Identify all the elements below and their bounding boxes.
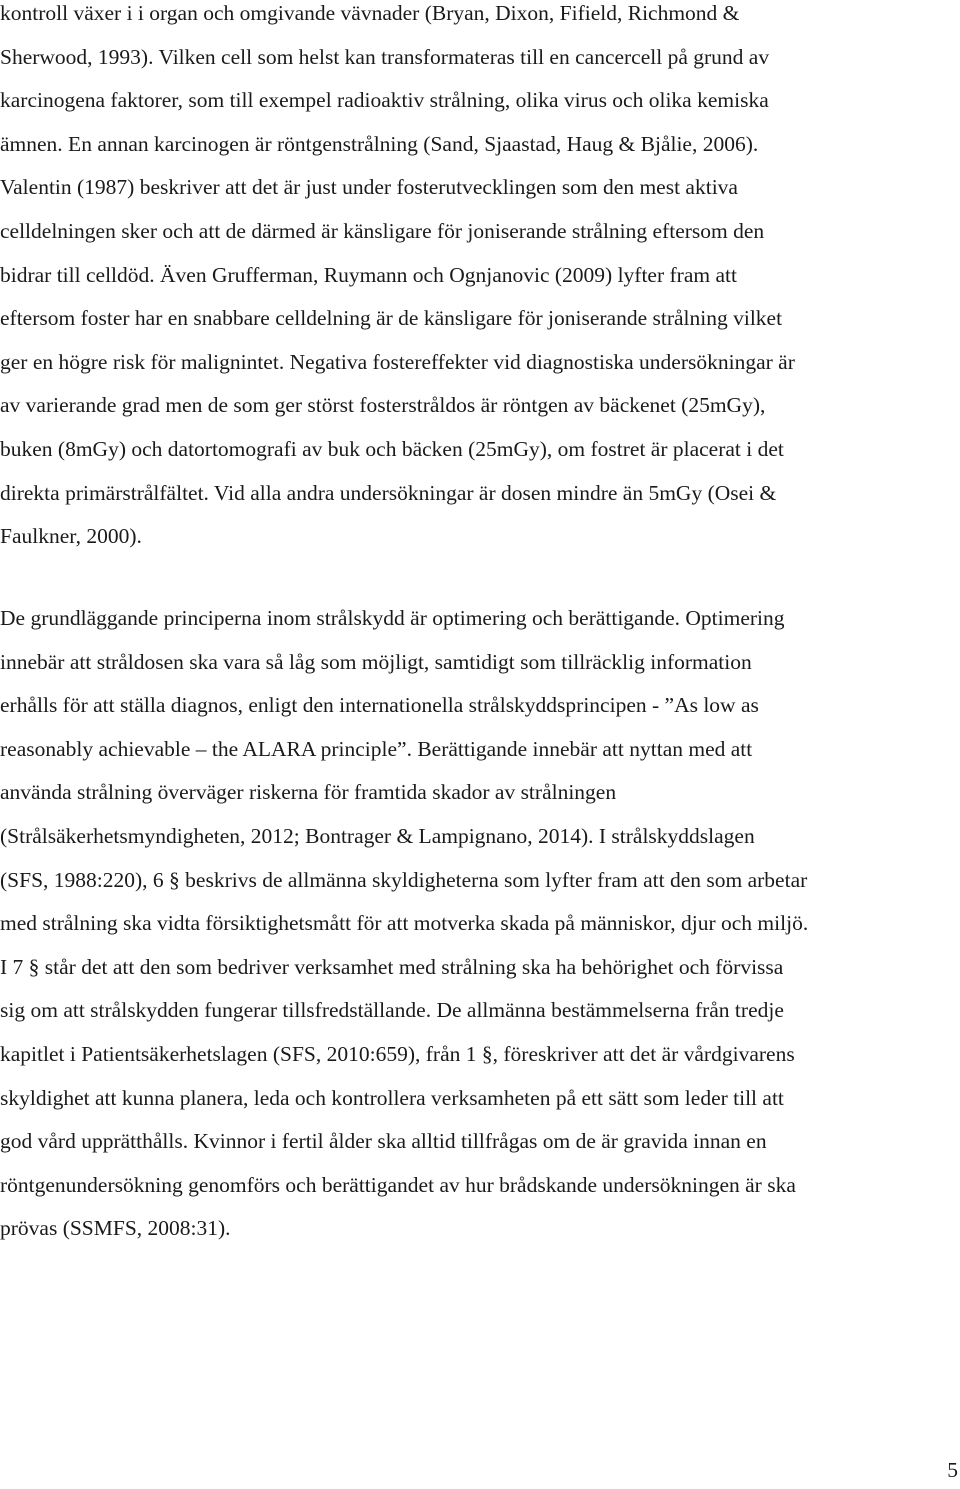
text-line: Valentin (1987) beskriver att det är just under fosterutvecklingen som den mest aktiva <box>0 175 738 200</box>
text-line: karcinogena faktorer, som till exempel radioaktiv strålning, olika virus och olika kemiska <box>0 88 769 113</box>
text-line: I 7 § står det att den som bedriver verksamhet med strålning ska ha behörighet och förvissa <box>0 954 784 979</box>
text-line: med strålning ska vidta försiktighetsmått för att motverka skada på människor, djur och miljö. <box>0 911 809 936</box>
text-line: celldelningen sker och att de därmed är känsligare för joniserande strålning eftersom den <box>0 219 765 243</box>
text-line: reasonably achievable – the ALARA principle”. Berättigande innebär att nyttan med att <box>0 736 753 761</box>
text-line: kontroll växer i i organ och omgivande vävnader (Bryan, Dixon, Fifield, Richmond & <box>0 1 740 25</box>
text-line: ger en högre risk för malignintet. Negativa fostereffekter vid diagnostiska undersökningar är <box>0 349 795 374</box>
text-line: röntgenundersökning genomförs och berättigandet av hur brådskande undersökningen är ska <box>0 1172 796 1197</box>
text-line: Faulkner, 2000). <box>0 524 142 549</box>
text-line: använda strålning överväger riskerna för framtida skador av strålningen <box>0 780 617 805</box>
text-line: av varierande grad men de som ger störst fosterstråldos är röntgen av bäckenet (25mGy), <box>0 393 766 418</box>
text-line: skyldighet att kunna planera, leda och kontrollera verksamheten på ett sätt som leder till att <box>0 1085 784 1110</box>
text-line: god vård upprätthålls. Kvinnor i fertil ålder ska alltid tillfrågas om de är gravida innan en <box>0 1129 767 1154</box>
text-line: (Strålsäkerhetsmyndigheten, 2012; Bontrager & Lampignano, 2014). I strålskyddslagen <box>0 824 755 848</box>
text-line: kapitlet i Patientsäkerhetslagen (SFS, 2010:659), från 1 §, föreskriver att det är vårdgivarens <box>0 1042 795 1066</box>
text-line: De grundläggande principerna inom strålskydd är optimering och berättigande. Optimering <box>0 606 785 630</box>
text-line: Sherwood, 1993). Vilken cell som helst kan transformateras till en cancercell på grund av <box>0 44 770 69</box>
text-line: direkta primärstrålfältet. Vid alla andra undersökningar är dosen mindre än 5mGy (Osei & <box>0 480 777 505</box>
page-number: 5 <box>947 1458 958 1482</box>
text-line: erhålls för att ställa diagnos, enligt den internationella strålskyddsprincipen - ”As low as <box>0 693 759 718</box>
text-line: (SFS, 1988:220), 6 § beskrivs de allmänna skyldigheterna som lyfter fram att den som arbetar <box>0 867 808 892</box>
text-line: buken (8mGy) och datortomografi av buk och bäcken (25mGy), om fostret är placerat i det <box>0 437 784 461</box>
text-line: sig om att strålskydden fungerar tillsfredställande. De allmänna bestämmelserna från tredje <box>0 998 784 1023</box>
text-line: ämnen. En annan karcinogen är röntgenstrålning (Sand, Sjaastad, Haug & Bjålie, 2006). <box>0 131 759 156</box>
text-line: innebär att stråldosen ska vara så låg som möjligt, samtidigt som tillräcklig information <box>0 649 752 674</box>
text-line: prövas (SSMFS, 2008:31). <box>0 1216 231 1241</box>
text-line: eftersom foster har en snabbare celldelning är de känsligare för joniserande strålning vilket <box>0 306 783 331</box>
text-line: bidrar till celldöd. Även Grufferman, Ruymann och Ognjanovic (2009) lyfter fram att <box>0 262 737 287</box>
